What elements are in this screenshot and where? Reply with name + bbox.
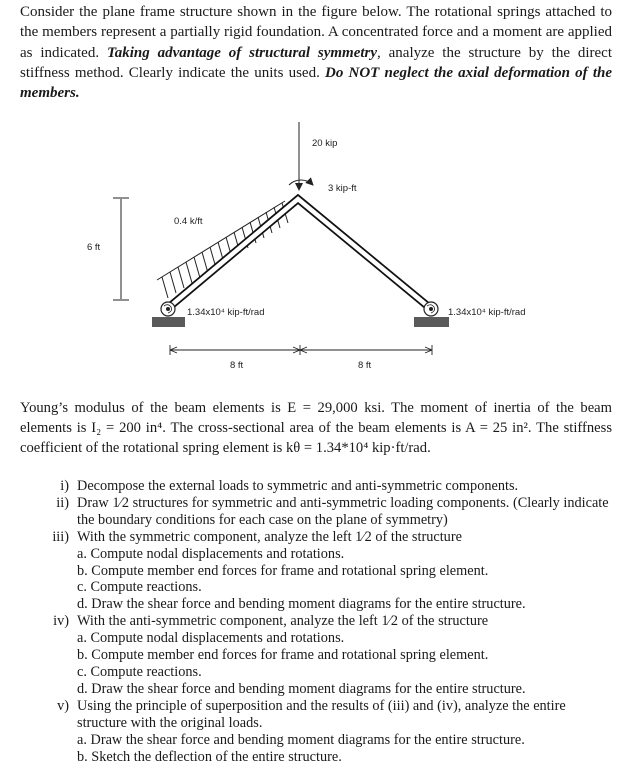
task-ii	[20, 495, 612, 529]
task-number: iv)	[53, 613, 69, 630]
subtask-iv-c	[20, 664, 612, 681]
task-text: With the symmetric component, analyze the left 1⁄2 of the structure	[77, 528, 462, 545]
subtask-text: d. Draw the shear force and bending moment diagrams for the entire structure.	[77, 680, 526, 697]
intro-text: Consider the plane frame structure shown in the figure below. The rotational springs attached to the members represent a partially rigid foundation. A concentrated force and a moment are applied as indicated.	[20, 4, 612, 61]
subtask-v-a	[20, 732, 612, 749]
left-rotational-spring	[152, 302, 185, 327]
subtask-iv-d	[20, 681, 612, 698]
moment-label: 3 kip-ft	[328, 183, 357, 194]
subtask-text: a. Compute nodal displacements and rotations.	[77, 545, 345, 562]
subtask-text: b. Compute member end forces for frame and rotational spring element.	[77, 562, 489, 579]
material-properties	[20, 398, 612, 458]
intro-emphasis-symmetry: Taking advantage of structural symmetry	[106, 44, 378, 61]
task-text: Using the principle of superposition and the results of (iii) and (iv), analyze the entire structure with the original loads.	[77, 697, 566, 731]
task-number: v)	[57, 697, 69, 714]
subtask-iii-c	[20, 579, 612, 596]
task-i	[20, 478, 612, 495]
subtask-text: c. Compute reactions.	[77, 663, 202, 680]
subtask-text: b. Sketch the deflection of the entire structure.	[77, 748, 342, 765]
intro-emphasis-axial: Do NOT neglect the axial deformation of the members.	[20, 64, 612, 102]
task-text: Draw 1⁄2 structures for symmetric and anti-symmetric loading components. (Clearly indicate the boundary conditions for each case on the plane of symmetry)	[77, 494, 609, 528]
task-text: Decompose the external loads to symmetric and anti-symmetric components.	[77, 478, 519, 494]
task-number: ii)	[56, 494, 69, 511]
span-left-label: 8 ft	[230, 360, 244, 371]
problem-statement	[20, 2, 612, 103]
right-rotational-spring	[414, 302, 449, 327]
task-iv	[20, 613, 612, 630]
subtask-iii-d	[20, 596, 612, 613]
subtask-text: a. Compute nodal displacements and rotations.	[77, 630, 345, 647]
intro-text-continued: , analyze the structure by the direct stiffness method. Clearly indicate the units used.	[20, 44, 612, 81]
subtask-iii-a	[20, 546, 612, 563]
point-load-label: 20 kip	[312, 138, 338, 149]
height-dim-label: 6 ft	[87, 242, 101, 253]
subtask-text: a. Draw the shear force and bending moment diagrams for the entire structure.	[77, 731, 525, 748]
task-number: iii)	[52, 528, 69, 545]
task-list	[20, 478, 612, 765]
left-spring-label: 1.34x10⁴ kip-ft/rad	[187, 307, 265, 318]
subtask-iv-a	[20, 630, 612, 647]
task-number: i)	[60, 478, 69, 494]
subtask-text: c. Compute reactions.	[77, 579, 202, 596]
subtask-iv-b	[20, 647, 612, 664]
frame-diagram	[0, 112, 632, 382]
height-dimension	[113, 198, 129, 300]
task-text: With the anti-symmetric component, analyze the left 1⁄2 of the structure	[77, 613, 489, 630]
subtask-v-b	[20, 749, 612, 766]
span-right-label: 8 ft	[358, 360, 372, 371]
right-spring-label: 1.34x10⁴ kip-ft/rad	[448, 307, 526, 318]
task-iii	[20, 529, 612, 546]
frame-members	[168, 199, 430, 308]
properties-text: Young’s modulus of the beam elements is E = 29,000 ksi. The moment of inertia of the beam elements is I₂ = 200 in⁴. The cross-sectional area of the beam elements is A = 25 in². The stiffness coefficient of the rotational spring element is kθ = 1.34*10⁴ kip·ft/rad.	[20, 400, 612, 456]
span-dimension	[170, 345, 432, 355]
subtask-text: d. Draw the shear force and bending moment diagrams for the entire structure.	[77, 596, 526, 613]
frame-figure	[0, 112, 632, 382]
subtask-text: b. Compute member end forces for frame and rotational spring element.	[77, 647, 489, 664]
moment-arrow	[289, 180, 313, 185]
subtask-iii-b	[20, 563, 612, 580]
task-v	[20, 698, 612, 732]
distributed-load-label: 0.4 k/ft	[174, 216, 203, 227]
